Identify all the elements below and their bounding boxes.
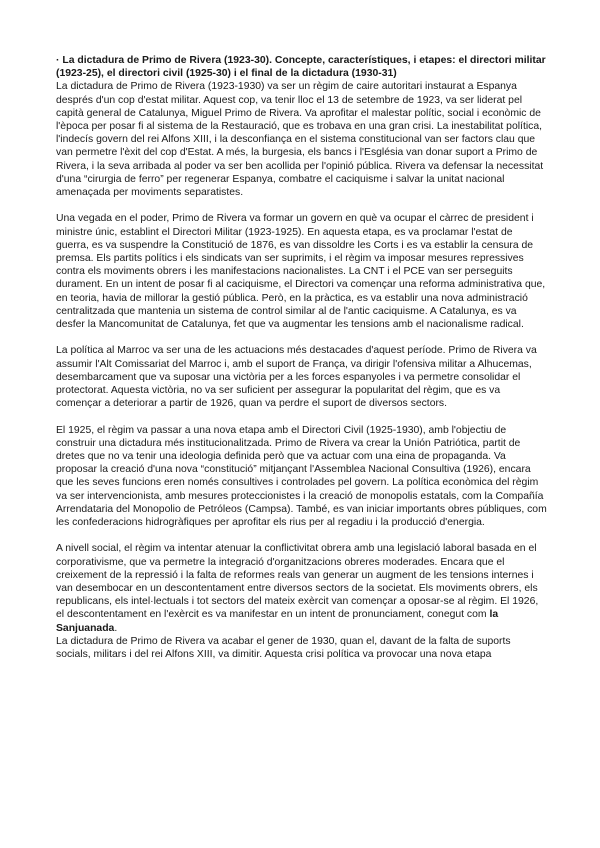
social-policy-text: A nivell social, el règim va intentar atenuar la conflictivitat obrera amb una legislació laboral basada en el corporativisme, que va permetre la integració d'organitzacions obreres moderades. Encara que el creixement de la repressió i la falta de reformes reals van generar un augment de les tensions internes i van desembocar en un descontentament entre diversos sectors de la societat. Els moviments obrers, els republicans, els intel·lectuals i tot sectors del mateix exèrcit van començar a oposar-se al règim. El 1926, el descontentament en l'exèrcit es va manifestar en un intent de pronunciament, conegut com: [56, 543, 539, 621]
paragraph-civil-directory: El 1925, el règim va passar a una nova etapa amb el Directori Civil (1925-1930), amb l'objectiu de construir una dictadura més institucionalitzada. Primo de Rivera va crear la Unión Patriótica, partit de dretes que no va tenir una ideologia definida però que va actuar com una eina de propaganda. Va proposar la creació d'una nova “constitució” mitjançant l'Assemblea Nacional Consultiva (1926), encara que les seves funcions eren només consultives i controlades pel govern. La política econòmica del règim va ser intervencionista, amb mesures proteccionistes i la creació de monopolis estatals, com la Compañía Arrendataria del Monopolio de Petróleos (Campsa). També, es van iniciar importants obres públiques, com les confederacions hidrogràfiques per aprofitar els rius per al regadiu i la producció d'energia.: [56, 424, 547, 529]
sanjuanada-term: la Sanjuanada: [56, 609, 499, 634]
document-body: [56, 54, 548, 661]
social-policy-end: .: [114, 622, 118, 634]
section-heading: · La dictadura de Primo de Rivera (1923-30). Concepte, característiques, i etapes: el directori militar (1923-25), el directori civil (1925-30) i el final de la dictadura (1930-31): [56, 55, 546, 80]
paragraph-morocco: La política al Marroc va ser una de les actuacions més destacades d'aquest període. Primo de Rivera va assumir l'Alt Comissariat del Marroc i, amb el suport de França, va dirigir l'ofensiva militar a Alhucemas, desembarcament que va suposar una victòria per a les forces espanyoles i va permetre consolidar el protectorat. Aquesta victòria, no va ser suficient per assegurar la popularitat del règim, que es va començar a deteriorar a partir de 1926, quan va perdre el suport de diversos sectors.: [56, 345, 537, 410]
paragraph-social-policy: [56, 542, 548, 634]
paragraph-military-directory: Una vegada en el poder, Primo de Rivera va formar un govern en què va ocupar el càrrec de president i ministre únic, establint el Directori Militar (1923-1925). En aquesta etapa, es va proclamar l'estat de guerra, es va suspendre la Constitució de 1876, es van dissoldre les Corts i es va establir la censura de premsa. Els partits polítics i els sindicats van ser suprimits, i el règim va imposar mesures repressives contra els moviments obrers i les manifestacions nacionalistes. La CNT i el PCE van ser perseguits durament. En un intent de posar fi al caciquisme, el Directori va començar una reforma administrativa que, en teoria, havia de millorar la gestió pública. Però, en la pràctica, es va establir una nova administració centralitzada que mantenia un sistema de control similar al de l'antic caciquisme. A Catalunya, es va desfer la Mancomunitat de Catalunya, fet que va augmentar les tensions amb el nacionalisme radical.: [56, 213, 546, 331]
paragraph-end-of-dictatorship: La dictadura de Primo de Rivera va acabar el gener de 1930, quan el, davant de la falta de suports socials, militars i del rei Alfons XIII, va dimitir. Aquesta crisi política va provocar una nova etapa: [56, 635, 511, 661]
paragraph-coup: La dictadura de Primo de Rivera (1923-1930) va ser un règim de caire autoritari instaurat a Espanya després d'un cop d'estat militar. Aquest cop, va tenir lloc el 13 de setembre de 1923, va ser liderat pel capità general de Catalunya, Miguel Primo de Rivera. Va aprofitar el malestar polític, social i econòmic de l'època per posar fi al sistema de la Restauració, que es trobava en una gran crisi. La inestabilitat política, l'indecís govern del rei Alfons XIII, i la desconfiança en el sistema constitucional van ser factors clau que van permetre l'èxit del cop d'Estat. A més, la burgesia, els bancs i l'Església van donar suport a Primo de Rivera, i la seva arribada al poder va ser ben acollida per l'opinió pública. Rivera va defensar la necessitat d'una “cirurgia de ferro” per regenerar Espanya, combatre el caciquisme i salvar la unitat nacional amenaçada per moviments separatistes.: [56, 81, 544, 199]
